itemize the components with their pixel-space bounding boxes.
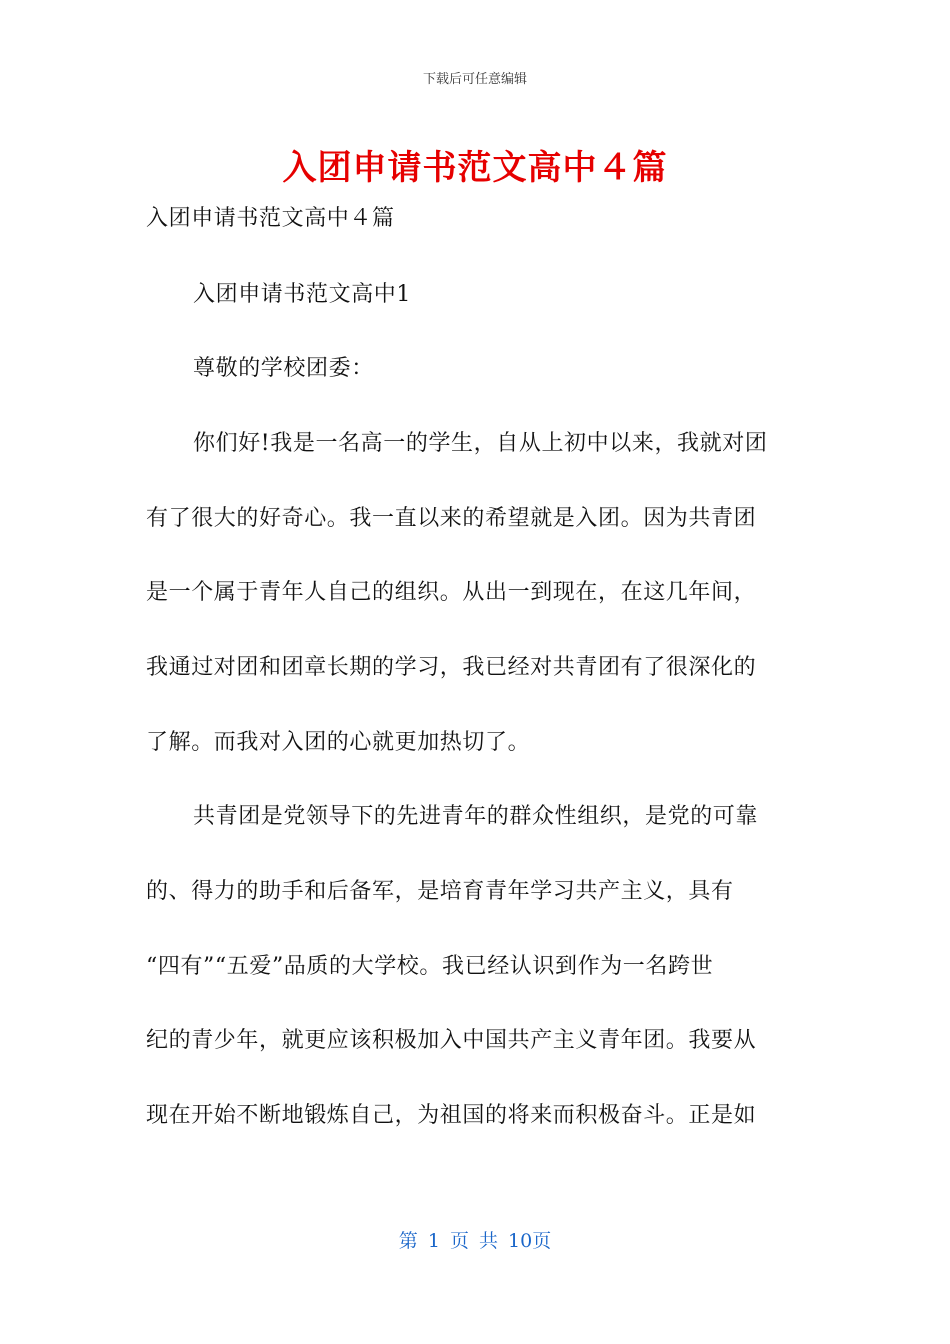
body-line: 现在开始不断地锻炼自己，为祖国的将来而积极奋斗。正是如 [146, 1103, 757, 1128]
body-line: 纪的青少年，就更应该积极加入中国共产主义青年团。我要从 [146, 1028, 757, 1053]
body-line: 你们好!我是一名高一的学生，自从上初中以来，我就对团 [193, 431, 768, 456]
body-line: 的、得力的助手和后备军，是培育青年学习共产主义，具有 [146, 879, 734, 904]
salutation: 尊敬的学校团委： [193, 356, 374, 381]
body-line: 我通过对团和团章长期的学习，我已经对共青团有了很深化的 [146, 655, 757, 680]
body-line: 了解。而我对入团的心就更加热切了。 [146, 730, 531, 755]
body-line: 共青团是党领导下的先进青年的群众性组织，是党的可靠 [193, 804, 759, 829]
subtitle-line: 入团申请书范文高中４篇 [146, 206, 395, 231]
header-note: 下载后可任意编辑 [422, 72, 527, 87]
section-heading: 入团申请书范文高中1 [193, 282, 411, 307]
body-line: “四有”“五爱”品质的大学校。我已经认识到作为一名跨世 [146, 954, 714, 979]
body-line: 是一个属于青年人自己的组织。从出一到现在，在这几年间， [146, 580, 757, 605]
document-title: 入团申请书范文高中４篇 [282, 148, 668, 188]
page-footer: 第 1 页 共 10页 [398, 1230, 552, 1252]
body-line: 有了很大的好奇心。我一直以来的希望就是入团。因为共青团 [146, 506, 757, 531]
